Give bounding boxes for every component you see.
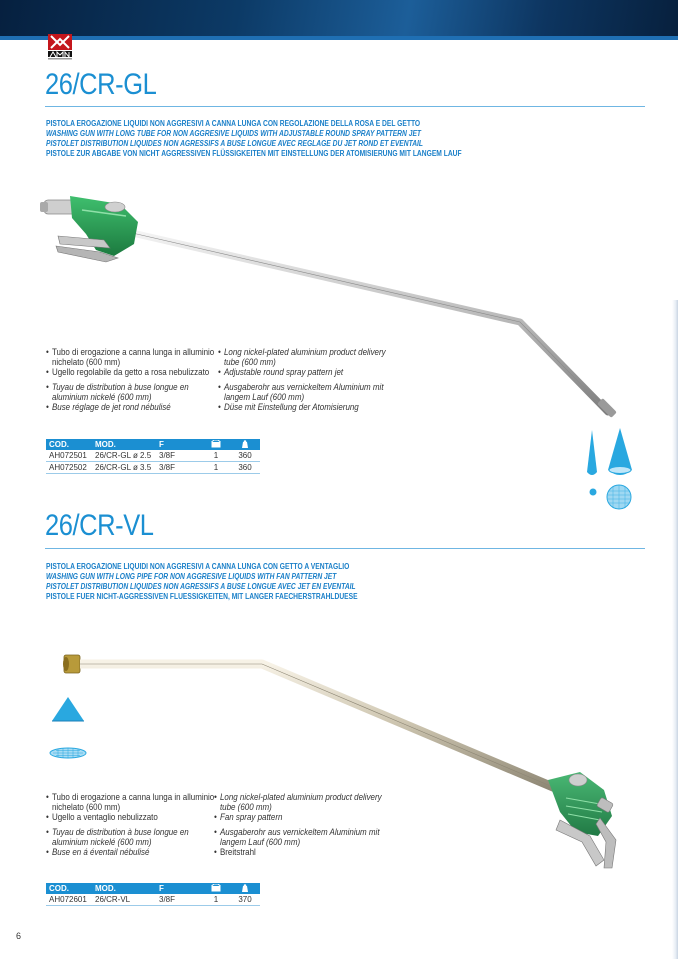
feature-de-2: • Breitstrahl bbox=[214, 847, 382, 857]
weight-icon bbox=[230, 883, 260, 894]
feature-de-1: • Ausgaberohr aus vernickeltem Aluminium mit bbox=[214, 827, 382, 837]
features-right bbox=[214, 792, 382, 857]
feature-fr-2: • Buse réglage de jet rond nébulisé bbox=[46, 402, 214, 412]
cell-mod: 26/CR-GL ø 2.5 bbox=[92, 450, 156, 462]
cell-cod: AH072601 bbox=[46, 894, 92, 906]
feature-en-1b: tube (600 mm) bbox=[223, 356, 276, 368]
feature-de-2: • Düse mit Einstellung der Atomisierung bbox=[218, 402, 386, 412]
feature-de-1b: langem Lauf (600 mm) bbox=[219, 835, 301, 847]
feature-it-1b: nichelato (600 mm) bbox=[51, 356, 121, 368]
feature-it-1b: nichelato (600 mm) bbox=[51, 801, 121, 813]
col-mod: MOD. bbox=[92, 883, 156, 894]
cell-f: 3/8F bbox=[156, 894, 202, 906]
feature-de-1b: langem Lauf (600 mm) bbox=[223, 390, 305, 402]
description-de: PISTOLE FUER NICHT-AGGRESSIVEN FLUESSIGKEITEN, MIT LANGER FAECHERSTRAHLDUESE bbox=[46, 591, 358, 601]
cell-cod: AH072501 bbox=[46, 450, 92, 462]
feature-fr-2: • Buse en á éventail nébulisé bbox=[46, 847, 214, 857]
description-it: PISTOLA EROGAZIONE LIQUIDI NON AGGRESIVI A CANNA LUNGA CON GETTO A VENTAGLIO bbox=[46, 561, 350, 571]
cell-qty: 1 bbox=[202, 462, 230, 474]
cell-qty: 1 bbox=[202, 894, 230, 906]
cell-mod: 26/CR-VL bbox=[92, 894, 156, 906]
feature-fr-1b: aluminium nickelé (600 mm) bbox=[51, 835, 152, 847]
cell-qty: 1 bbox=[202, 450, 230, 462]
col-cod: COD. bbox=[46, 883, 92, 894]
fan-spray-icon bbox=[52, 697, 84, 721]
feature-de-1: • Ausgaberohr aus vernickeltem Aluminium mit bbox=[218, 382, 386, 392]
col-mod: MOD. bbox=[92, 439, 156, 450]
description-en: WASHING GUN WITH LONG TUBE FOR NON AGGRESIVE LIQUIDS WITH ADJUSTABLE ROUND SPRAY PATTERN JET bbox=[46, 128, 422, 138]
feature-en-1: • Long nickel-plated aluminium product delivery bbox=[214, 792, 382, 802]
cell-weight: 370 bbox=[230, 894, 260, 906]
feature-en-1: • Long nickel-plated aluminium product delivery bbox=[218, 347, 386, 357]
cell-cod: AH072502 bbox=[46, 462, 92, 474]
description-en: WASHING GUN WITH LONG PIPE FOR NON AGGRESIVE LIQUIDS WITH FAN PATTERN JET bbox=[46, 571, 337, 581]
spec-table bbox=[46, 883, 260, 906]
feature-fr-1: • Tuyau de distribution à buse longue en bbox=[46, 382, 214, 392]
table-header-row bbox=[46, 883, 260, 894]
cell-weight: 360 bbox=[230, 462, 260, 474]
feature-it-1: • Tubo di erogazione a canna lunga in alluminio bbox=[46, 347, 214, 357]
col-f: F bbox=[156, 439, 202, 450]
col-cod: COD. bbox=[46, 439, 92, 450]
cell-f: 3/8F bbox=[156, 462, 202, 474]
description-it: PISTOLA EROGAZIONE LIQUIDI NON AGGRESIVI A CANNA LUNGA CON REGOLAZIONE DELLA ROSA E DEL GETTO bbox=[46, 118, 421, 128]
feature-en-1b: tube (600 mm) bbox=[219, 801, 272, 813]
product-title: 26/CR-GL bbox=[45, 68, 157, 101]
description-de: PISTOLE ZUR ABGABE VON NICHT AGGRESSIVEN FLÜSSIGKEITEN MIT EINSTELLUNG DER ATOMISIERUNG MIT LANGEM LAUF bbox=[46, 148, 462, 158]
table-row bbox=[46, 894, 260, 906]
feature-it-1: • Tubo di erogazione a canna lunga in alluminio bbox=[46, 792, 214, 802]
cell-mod: 26/CR-GL ø 3.5 bbox=[92, 462, 156, 474]
feature-fr-1: • Tuyau de distribution à buse longue en bbox=[46, 827, 214, 837]
col-f: F bbox=[156, 883, 202, 894]
page-number: 6 bbox=[16, 931, 22, 941]
cell-weight: 360 bbox=[230, 450, 260, 462]
feature-fr-1b: aluminium nickelé (600 mm) bbox=[51, 390, 152, 402]
feature-en-2: • Adjustable round spray pattern jet bbox=[218, 367, 386, 377]
box-icon bbox=[202, 883, 230, 894]
product-title: 26/CR-VL bbox=[45, 509, 154, 542]
description-fr: PISTOLET DISTRIBUTION LIQUIDES NON AGRESSIFS A BUSE LONGUE AVEC REGLAGE DU JET ROND ET EVENTAIL bbox=[46, 138, 424, 148]
feature-it-2: • Ugello a ventaglio nebulizzato bbox=[46, 812, 214, 822]
cell-f: 3/8F bbox=[156, 450, 202, 462]
feature-it-2: • Ugello regolabile da getto a rosa nebulizzato bbox=[46, 367, 214, 377]
features-left bbox=[46, 792, 214, 857]
feature-en-2: • Fan spray pattern bbox=[214, 812, 382, 822]
description-fr: PISTOLET DISTRIBUTION LIQUIDES NON AGRESSIFS A BUSE LONGUE AVEC JET EN EVENTAIL bbox=[46, 581, 356, 591]
